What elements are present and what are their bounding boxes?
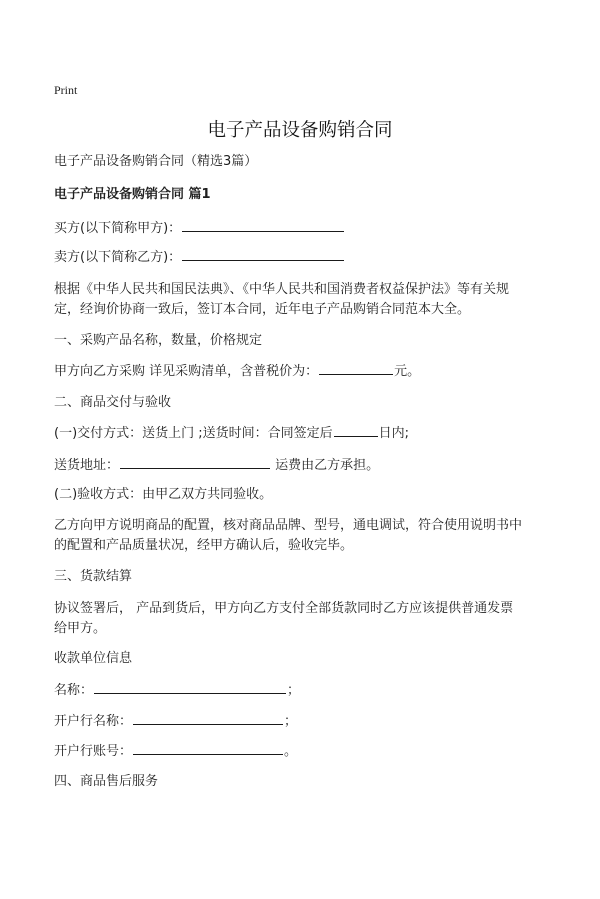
address-line xyxy=(54,454,379,477)
section-3-heading: 三、货款结算 xyxy=(54,569,133,584)
price-blank xyxy=(319,360,393,375)
payee-heading: 收款单位信息 xyxy=(54,651,133,666)
section-heading: 电子产品设备购销合同 篇1 xyxy=(54,187,211,202)
seller-label: 卖方(以下简称乙方)： xyxy=(54,250,182,265)
payment-line-1: 协议签署后， 产品到货后，甲方向乙方支付全部货款同时乙方应该提供普通发票 xyxy=(54,601,514,616)
purchase-line xyxy=(54,360,420,383)
delivery-days: 日内; xyxy=(378,426,410,441)
acceptance-line: (二)验收方式：由甲乙双方共同验收。 xyxy=(54,487,273,502)
name-blank xyxy=(94,679,286,694)
bank-end: ； xyxy=(284,714,298,729)
intro-line-1: 根据《中华人民共和国民法典》、《中华人民共和国消费者权益保护法》等有关规 xyxy=(54,282,510,297)
section-1-heading: 一、采购产品名称，数量，价格规定 xyxy=(54,333,263,348)
payee-name-line xyxy=(54,679,300,702)
bank-name-line xyxy=(54,710,297,733)
section-2-heading: 二、商品交付与验收 xyxy=(54,395,172,410)
bank-blank xyxy=(133,710,283,725)
intro-line-2: 定，经询价协商一致后，签订本合同，近年电子产品购销合同范本大全。 xyxy=(54,302,471,317)
print-link[interactable]: Print xyxy=(54,83,78,97)
document-subtitle: 电子产品设备购销合同（精选3篇） xyxy=(54,154,258,169)
delivery-line xyxy=(54,422,409,445)
address-label: 送货地址： xyxy=(54,458,120,473)
section-4-heading: 四、商品售后服务 xyxy=(54,774,159,789)
config-line-2: 的配置和产品质量状况，经甲方确认后，验收完毕。 xyxy=(54,538,354,553)
account-end: 。 xyxy=(284,744,298,759)
address-blank xyxy=(120,454,270,469)
payment-line-2: 给甲方。 xyxy=(54,621,107,636)
seller-line xyxy=(54,246,345,269)
document-title: 电子产品设备购销合同 xyxy=(207,120,393,141)
buyer-blank xyxy=(182,217,344,232)
delivery-method: (一)交付方式：送货上门 ;送货时间：合同签定后 xyxy=(54,426,333,441)
seller-blank xyxy=(182,246,344,261)
price-unit: 元。 xyxy=(394,364,421,379)
days-blank xyxy=(334,422,378,437)
purchase-text: 甲方向乙方采购 详见采购清单，含普税价为： xyxy=(54,364,319,379)
bank-label: 开户行名称： xyxy=(54,714,133,729)
name-label: 名称： xyxy=(54,683,94,698)
account-blank xyxy=(133,740,283,755)
buyer-label: 买方(以下简称甲方)： xyxy=(54,221,182,236)
account-line xyxy=(54,740,297,763)
account-label: 开户行账号： xyxy=(54,744,133,759)
name-end: ； xyxy=(287,683,301,698)
buyer-line xyxy=(54,217,345,240)
address-suffix: 运费由乙方承担。 xyxy=(275,458,380,473)
config-line-1: 乙方向甲方说明商品的配置，核对商品品牌、型号，通电调试，符合使用说明书中 xyxy=(54,518,523,533)
